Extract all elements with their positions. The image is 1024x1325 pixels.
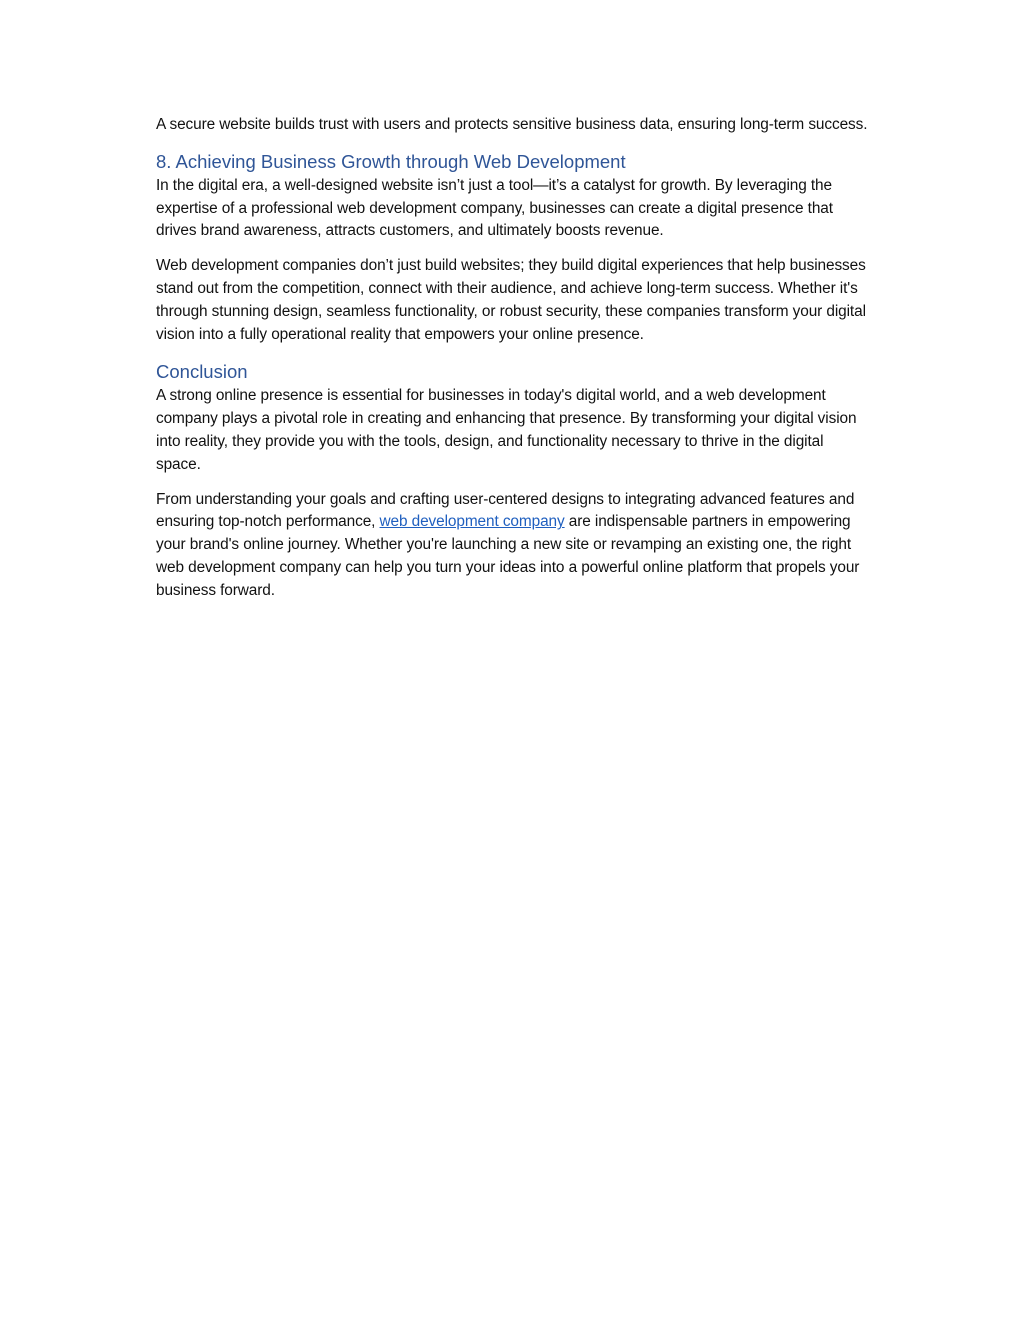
section-8-heading: 8. Achieving Business Growth through Web Development (156, 150, 626, 172)
intro-paragraph: A secure website builds trust with users and protects sensitive business data, ensuring long-term success. (156, 116, 868, 133)
conclusion-paragraph-2-start: From understanding your goals and crafting user-centered designs to integrating advanced features and ensuring top-notch performance, (156, 490, 855, 531)
conclusion-heading: Conclusion (156, 361, 248, 383)
conclusion-paragraph-1: A strong online presence is essential for businesses in today's digital world, and a web development company plays a pivotal role in creating and enhancing that presence. By transforming your digital vision into reality, they provide you with the tools, design, and functionality necessary to thrive in the digital space. (156, 387, 857, 473)
section-8-paragraph-2: Web development companies don’t just build websites; they build digital experiences that help businesses stand out from the competition, connect with their audience, and achieve long-term success. Whether it's through stunning design, seamless functionality, or robust security, these companies transform your digital vision into a fully operational reality that empowers your online presence. (156, 257, 866, 343)
conclusion-paragraph-2-end: are indispensable partners in empowering your brand's online journey. Whether you're launching a new site or revamping an existing one, the right web development company can help you turn your ideas into a powerful online platform that propels your business forward. (156, 513, 860, 599)
conclusion-paragraph-2 (156, 489, 872, 603)
section-8-paragraph-1: In the digital era, a well-designed website isn’t just a tool—it’s a catalyst for growth. By leveraging the expertise of a professional web development company, businesses can create a digital presence that drives brand awareness, attracts customers, and ultimately boosts revenue. (156, 176, 833, 240)
web-development-company-link[interactable]: web development company (379, 513, 565, 531)
document-page (156, 114, 872, 603)
